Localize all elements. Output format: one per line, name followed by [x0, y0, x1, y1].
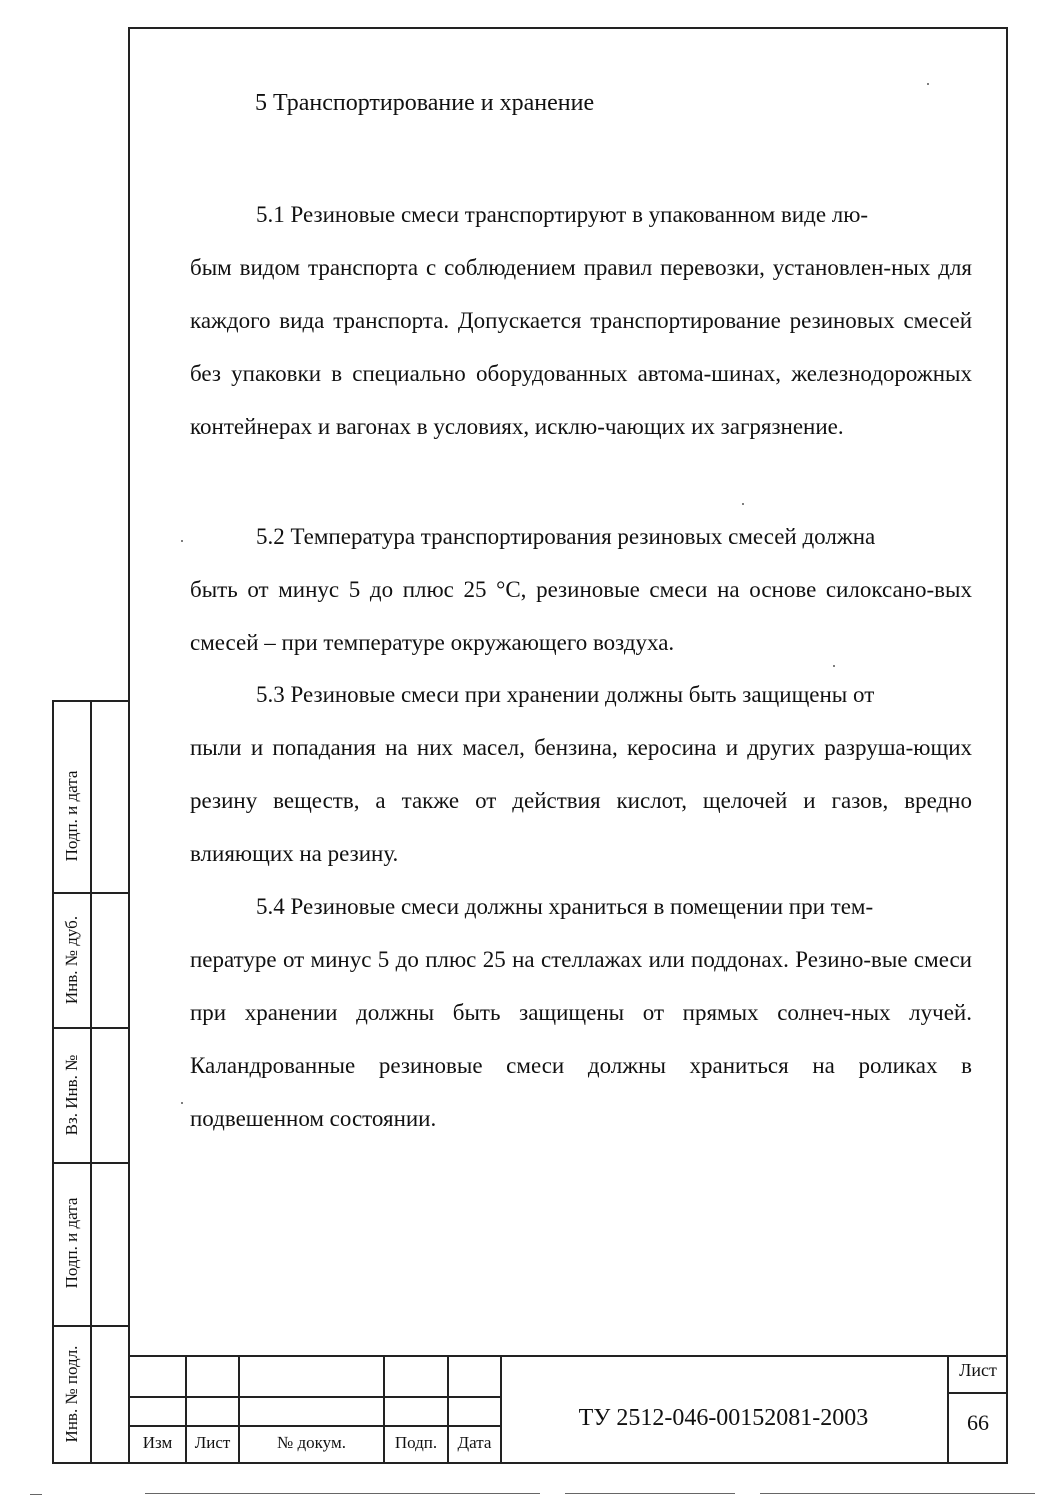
sheet-number: 66: [967, 1410, 989, 1435]
col-data-label: Дата: [457, 1433, 492, 1452]
paragraph-first-line: 5.1 Резиновые смеси транспортируют в упакованном виде лю-: [256, 202, 869, 227]
paragraph-5-3: [190, 668, 972, 880]
paragraph-first-line: 5.4 Резиновые смеси должны храниться в помещении при тем-: [256, 894, 874, 919]
paragraph-5-2: [190, 510, 972, 669]
paragraph-body: бым видом транспорта с соблюдением правил перевозки, установлен-ных для каждого вида транспорта. Допускается транспортирование резиновых смесей без упаковки в специально оборудованных автома-шинах, железнодорожных контейнерах и вагонах в условиях, исклю-чающих их загрязнение.: [190, 255, 972, 439]
section-title: 5 Транспортирование и хранение: [255, 90, 595, 116]
side-label-vz-inv: Вз. Инв. №: [62, 1054, 81, 1136]
paragraph-first-line: 5.2 Температура транспортирования резиновых смесей должна: [256, 524, 876, 549]
paragraph-first-line: 5.3 Резиновые смеси при хранении должны быть защищены от: [256, 682, 875, 707]
col-podp-label: Подп.: [394, 1433, 438, 1452]
side-label-sign-date: Подп. и дата: [62, 770, 81, 862]
paragraph-5-4: [190, 880, 972, 1145]
paragraph-body: пыли и попадания на них масел, бензина, керосина и других разруша-ющих резину веществ, а также от действия кислот, щелочей и газов, вредно влияющих на резину.: [190, 735, 972, 866]
col-doc-no-label: № докум.: [277, 1433, 346, 1452]
paragraph-body: быть от минус 5 до плюс 25 °С, резиновые смеси на основе силоксано-вых смесей – при температуре окружающего воздуха.: [190, 577, 972, 655]
sheet-label: Лист: [959, 1360, 997, 1380]
paragraph-5-1: [190, 188, 972, 453]
paragraph-body: пературе от минус 5 до плюс 25 на стеллажах или поддонах. Резино-вые смеси при хранении должны быть защищены от прямых солнеч-ных лучей. Каландрованные резиновые смеси должны храниться на роликах в подвешенном состоянии.: [190, 947, 972, 1131]
col-list-label: Лист: [194, 1433, 231, 1452]
side-label-orig-inv: Инв. № подл.: [62, 1345, 81, 1443]
side-label-dup-inv: Инв. № дуб.: [62, 915, 81, 1005]
col-izm-label: Изм: [142, 1433, 173, 1452]
document-code: ТУ 2512-046-00152081-2003: [578, 1405, 869, 1431]
side-label-sign-date-2: Подп. и дата: [62, 1197, 81, 1289]
